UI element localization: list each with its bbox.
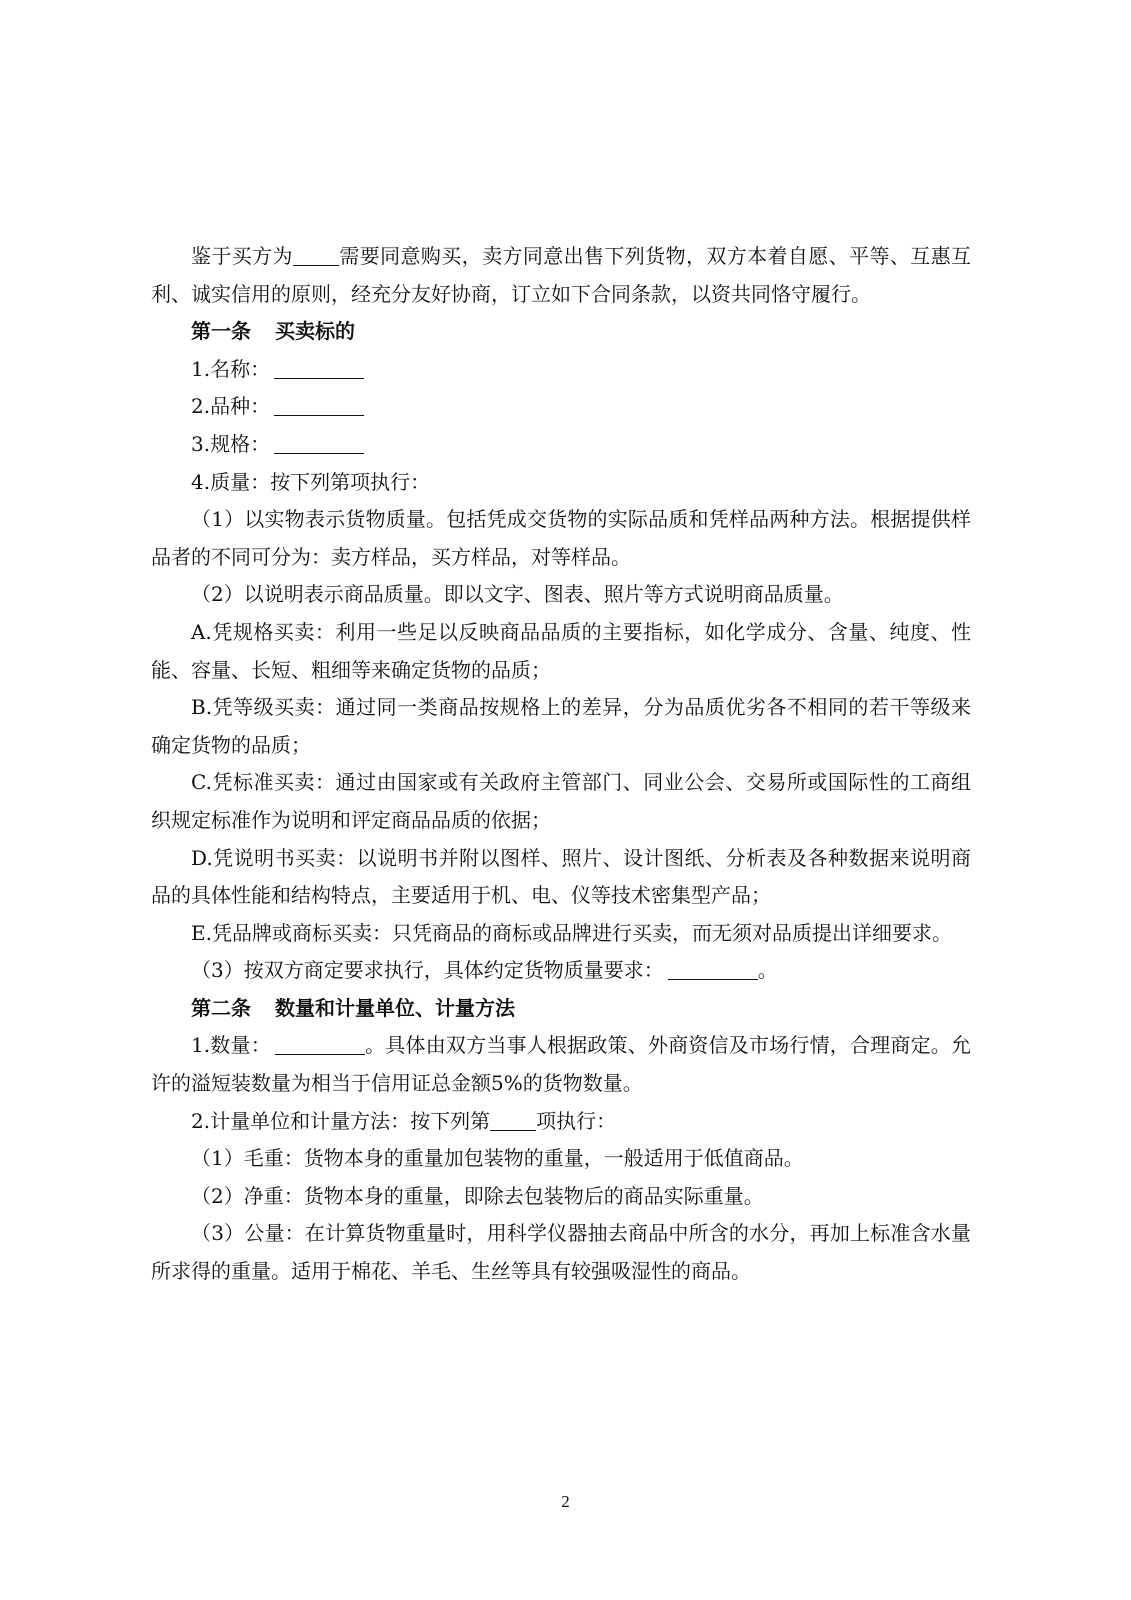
buyer-purpose-blank bbox=[293, 243, 339, 266]
quality-requirement-blank bbox=[668, 957, 758, 980]
unit-method-blank bbox=[490, 1108, 536, 1131]
unit-method-1: （1）毛重：货物本身的重量加包装物的重量，一般适用于低值商品。 bbox=[191, 1146, 804, 1171]
item-name: 1.名称： bbox=[151, 351, 971, 389]
item-unit-method: 2.计量单位和计量方法：按下列第 项执行： bbox=[191, 1108, 617, 1133]
quality-method-3: （3）按双方商定要求执行，具体约定货物质量要求： 。 bbox=[191, 958, 778, 983]
article-1-heading: 第一条 买卖标的 bbox=[191, 319, 355, 344]
quality-method-c: C.凭标准买卖：通过由国家或有关政府主管部门、同业公会、交易所或国际性的工商组织规定标准作为说明和评定商品品质的依据； bbox=[151, 770, 971, 832]
intro-paragraph: 鉴于买方为 需要同意购买，卖方同意出售下列货物，双方本着自愿、平等、互惠互利、诚实信用的原则，经充分友好协商，订立如下合同条款，以资共同恪守履行。 bbox=[151, 244, 972, 306]
quantity-blank bbox=[275, 1032, 365, 1055]
unit-method-2: （2）净重：货物本身的重量，即除去包装物后的商品实际重量。 bbox=[191, 1183, 764, 1208]
quality-method-b: B.凭等级买卖：通过同一类商品按规格上的差异，分为品质优劣各不相同的若干等级来确定货物的品质； bbox=[151, 695, 971, 757]
spec-blank bbox=[274, 431, 364, 454]
item-quality: 4.质量：按下列第项执行： bbox=[191, 469, 431, 494]
variety-blank bbox=[274, 393, 364, 416]
item-spec: 3.规格： bbox=[151, 426, 971, 464]
item-quantity: 1.数量： 。具体由双方当事人根据政策、外商资信及市场行情，合理商定。允许的溢短装数量为相当于信用证总金额5%的货物数量。 bbox=[151, 1033, 971, 1096]
quality-method-2: （2）以说明表示商品质量。即以文字、图表、照片等方式说明商品质量。 bbox=[191, 582, 844, 607]
contract-body bbox=[151, 238, 971, 1291]
unit-method-3: （3）公量：在计算货物重量时，用科学仪器抽去商品中所含的水分，再加上标准含水量所求得的重量。适用于棉花、羊毛、生丝等具有较强吸湿性的商品。 bbox=[151, 1221, 971, 1284]
page-number: 2 bbox=[561, 1492, 570, 1511]
item-variety: 2.品种： bbox=[151, 388, 971, 426]
quality-method-d: D.凭说明书买卖：以说明书并附以图样、照片、设计图纸、分析表及各种数据来说明商品的具体性能和结构特点，主要适用于机、电、仪等技术密集型产品； bbox=[151, 845, 971, 908]
quality-method-a: A.凭规格买卖：利用一些足以反映商品品质的主要指标，如化学成分、含量、纯度、性能、容量、长短、粗细等来确定货物的品质； bbox=[151, 619, 971, 682]
quality-method-1: （1）以实物表示货物质量。包括凭成交货物的实际品质和凭样品两种方法。根据提供样品者的不同可分为：卖方样品，买方样品，对等样品。 bbox=[151, 507, 971, 569]
name-blank bbox=[274, 356, 364, 379]
quality-method-e: E.凭品牌或商标买卖：只凭商品的商标或品牌进行买卖，而无须对品质提出详细要求。 bbox=[191, 920, 952, 945]
article-2-heading: 第二条 数量和计量单位、计量方法 bbox=[191, 995, 515, 1020]
